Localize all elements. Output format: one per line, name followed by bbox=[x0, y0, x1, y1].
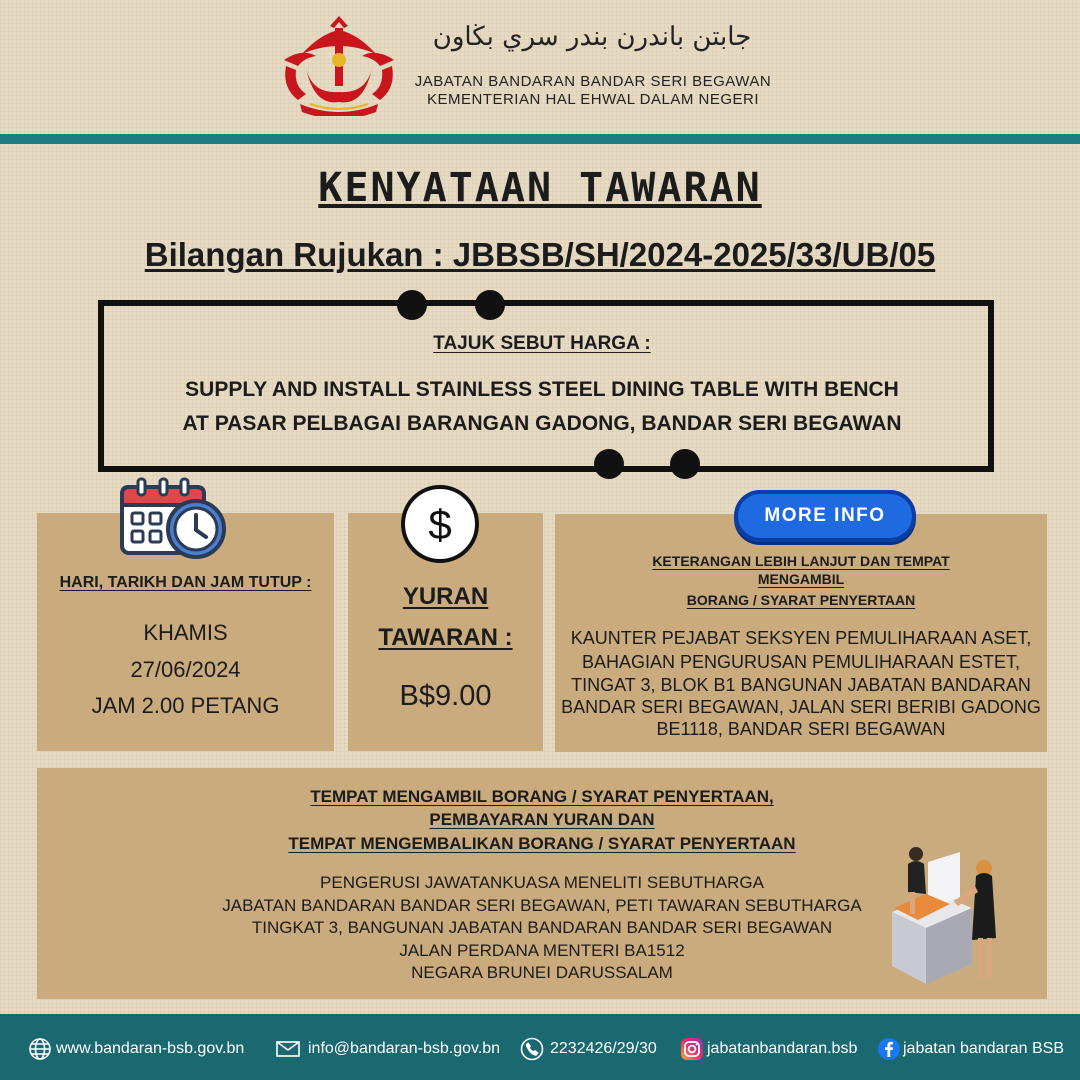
closing-date: 27/06/2024 bbox=[130, 657, 241, 682]
info-address-line: TINGAT 3, BLOK B1 BANGUNAN JABATAN BANDARAN bbox=[571, 675, 1031, 695]
quotation-title-line: SUPPLY AND INSTALL STAINLESS STEEL DINING TABLE WITH BENCH bbox=[185, 378, 899, 401]
header-divider bbox=[0, 134, 1080, 144]
quotation-label: TAJUK SEBUT HARGA : bbox=[433, 333, 651, 354]
footer-instagram-link[interactable]: jabatanbandaran.bsb bbox=[707, 1040, 858, 1057]
submission-address-line: TINGKAT 3, BANGUNAN JABATAN BANDARAN BANDAR SERI BEGAWAN bbox=[251, 918, 833, 937]
footer-facebook-link[interactable]: jabatan bandaran BSB bbox=[903, 1040, 1065, 1057]
more-info-heading: MENGAMBIL bbox=[757, 571, 845, 587]
frame-dot bbox=[397, 290, 427, 320]
closing-time: JAM 2.00 PETANG bbox=[91, 693, 280, 718]
submission-heading: TEMPAT MENGAMBIL BORANG / SYARAT PENYERTAAN, bbox=[310, 787, 774, 806]
reference-number: Bilangan Rujukan : JBBSB/SH/2024-2025/33/UB/05 bbox=[144, 236, 936, 273]
people-ballot-box-illustration bbox=[880, 842, 1010, 990]
brunei-crest-logo bbox=[280, 16, 398, 116]
phone-icon bbox=[520, 1037, 544, 1061]
footer-phone[interactable]: 2232426/29/30 bbox=[550, 1040, 657, 1057]
frame-dot bbox=[594, 449, 624, 479]
info-address-line: BANDAR SERI BEGAWAN, JALAN SERI BERIBI GADONG bbox=[561, 697, 1041, 717]
submission-heading: PEMBAYARAN YURAN DAN bbox=[429, 810, 655, 829]
dollar-icon bbox=[400, 484, 480, 564]
fee-heading: TAWARAN : bbox=[378, 624, 513, 651]
globe-icon bbox=[28, 1037, 52, 1061]
submission-address-line: NEGARA BRUNEI DARUSSALAM bbox=[411, 963, 673, 982]
fee-amount: B$9.00 bbox=[399, 680, 492, 712]
footer-email-link[interactable]: info@bandaran-bsb.gov.bn bbox=[308, 1040, 501, 1057]
page-title: KENYATAAN TAWARAN bbox=[318, 165, 762, 211]
svg-text:$: $ bbox=[428, 501, 452, 548]
submission-address-line: JABATAN BANDARAN BANDAR SERI BEGAWAN, PETI TAWARAN SEBUTHARGA bbox=[222, 896, 862, 915]
quotation-title-line: AT PASAR PELBAGAI BARANGAN GADONG, BANDAR SERI BEGAWAN bbox=[182, 412, 902, 435]
more-info-heading: KETERANGAN LEBIH LANJUT DAN TEMPAT bbox=[652, 553, 950, 569]
frame-dot bbox=[670, 449, 700, 479]
frame-dot bbox=[475, 290, 505, 320]
info-address-line: BAHAGIAN PENGURUSAN PEMULIHARAAN ESTET, bbox=[581, 652, 1021, 672]
ministry-name: KEMENTERIAN HAL EHWAL DALAM NEGERI bbox=[426, 91, 760, 108]
footer-website-link[interactable]: www.bandaran-bsb.gov.bn bbox=[56, 1040, 245, 1057]
submission-heading: TEMPAT MENGEMBALIKAN BORANG / SYARAT PENYERTAAN bbox=[288, 834, 796, 853]
jawi-department-name: جابتن باندرن بندر سري بڬاون bbox=[432, 22, 752, 52]
envelope-icon bbox=[276, 1037, 300, 1061]
info-address-line: KAUNTER PEJABAT SEKSYEN PEMULIHARAAN ASET, bbox=[570, 628, 1032, 648]
closing-heading: HARI, TARIKH DAN JAM TUTUP : bbox=[59, 574, 312, 591]
department-name: JABATAN BANDARAN BANDAR SERI BEGAWAN bbox=[414, 73, 772, 90]
more-info-heading: BORANG / SYARAT PENYERTAAN bbox=[686, 592, 916, 608]
more-info-button[interactable]: MORE INFO bbox=[734, 490, 916, 542]
submission-address-line: PENGERUSI JAWATANKUASA MENELITI SEBUTHARGA bbox=[320, 873, 764, 892]
submission-address-line: JALAN PERDANA MENTERI BA1512 bbox=[399, 941, 685, 960]
info-address-line: BE1118, BANDAR SERI BEGAWAN bbox=[656, 719, 946, 739]
fee-heading: YURAN bbox=[402, 583, 489, 610]
calendar-clock-icon bbox=[120, 477, 228, 561]
closing-day: KHAMIS bbox=[143, 620, 228, 645]
instagram-icon bbox=[680, 1037, 704, 1061]
facebook-icon bbox=[877, 1037, 901, 1061]
